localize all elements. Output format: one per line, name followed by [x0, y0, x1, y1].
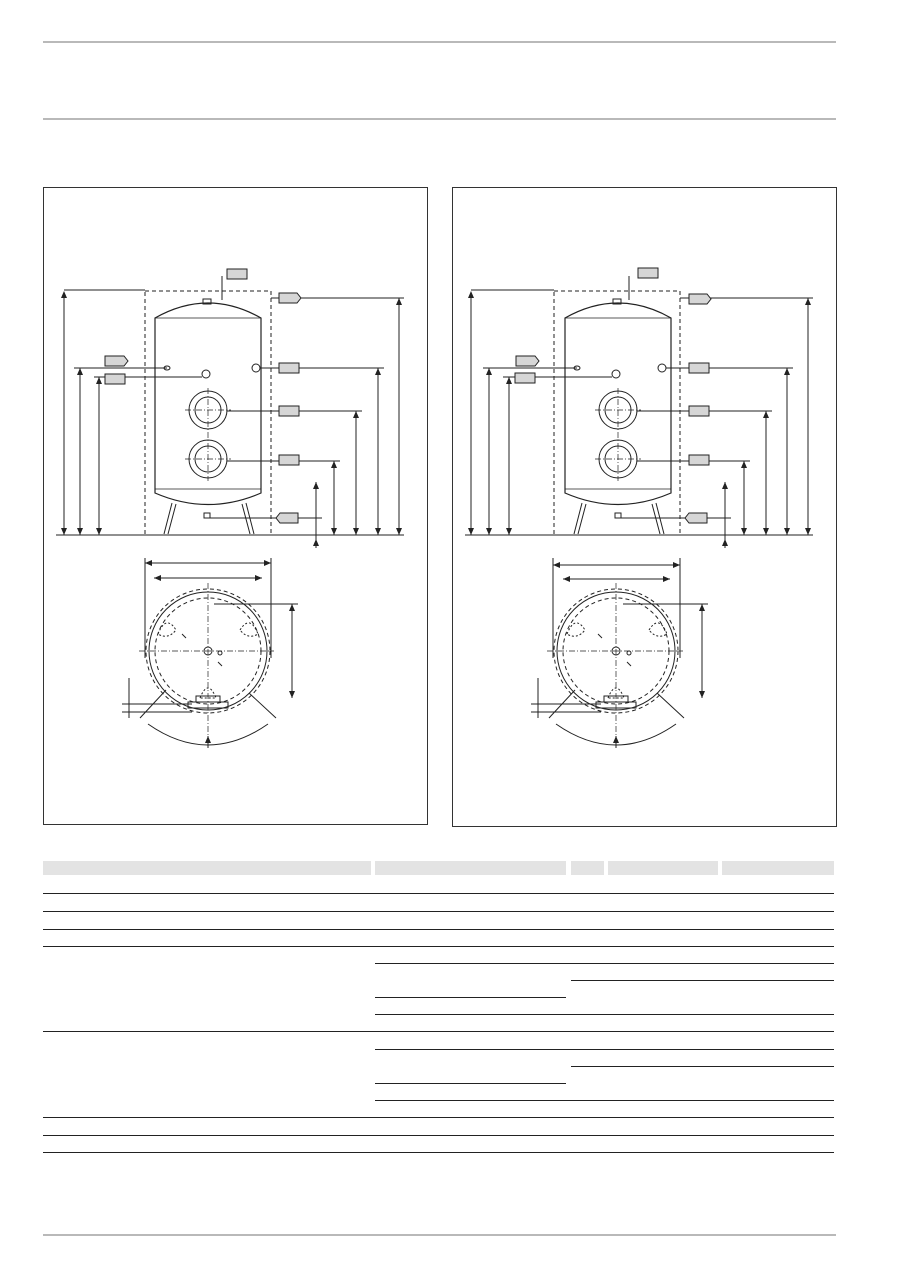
table-header-cell [722, 861, 834, 875]
table-row [43, 1135, 834, 1136]
tank-diagram-left [44, 188, 429, 826]
table-row [43, 946, 834, 947]
table-row [43, 893, 834, 894]
table-row [375, 997, 566, 998]
header-rule-top [43, 41, 836, 43]
table-row [375, 1014, 834, 1015]
table-row [43, 1031, 834, 1032]
table-row [375, 1049, 834, 1050]
footer-rule [43, 1234, 836, 1236]
table-row [375, 1083, 566, 1084]
header-rule-bottom [43, 118, 836, 120]
table-row [375, 963, 834, 964]
table-row [43, 1117, 834, 1118]
table-row [571, 1066, 834, 1067]
figure-panel-right [452, 187, 837, 827]
table-row [43, 911, 834, 912]
table-row [43, 1152, 834, 1153]
table-header-cell [375, 861, 566, 875]
figure-panel-left [43, 187, 428, 825]
table-row [43, 929, 834, 930]
table-header-cell [43, 861, 371, 875]
tank-diagram-right [453, 188, 838, 828]
table-header-cell [608, 861, 718, 875]
table-row [375, 1100, 834, 1101]
table-row [571, 980, 834, 981]
table-header-cell [571, 861, 604, 875]
